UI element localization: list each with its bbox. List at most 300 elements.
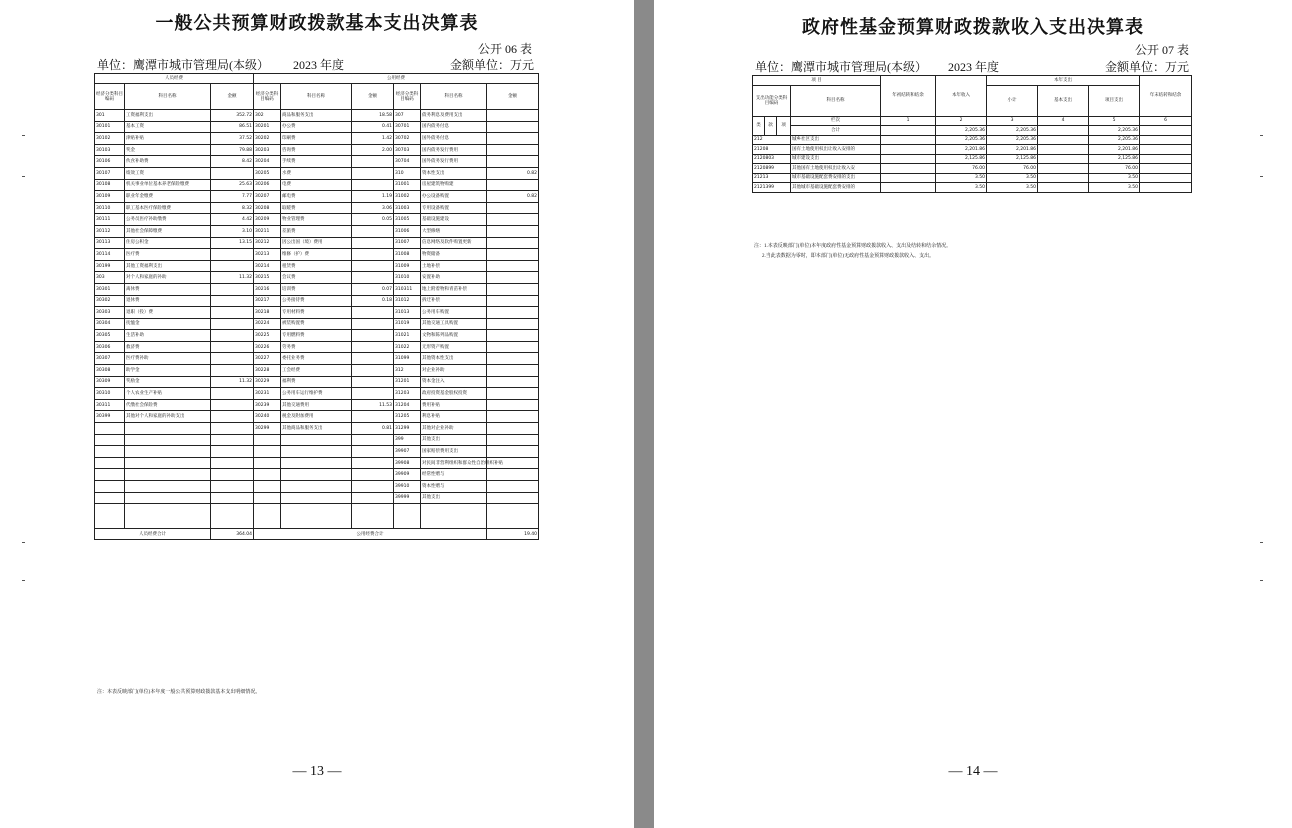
header-lei: 类 (753, 116, 765, 135)
header-begin-balance: 年初结转和结余 (881, 76, 936, 117)
table-cell (352, 179, 394, 191)
table-row (95, 202, 539, 214)
table-cell (1038, 164, 1089, 174)
margin-mark (1260, 580, 1263, 581)
table-cell: 31205 (394, 411, 421, 423)
table-cell: 物资储备 (421, 249, 487, 261)
header-xiang: 项 (777, 116, 791, 135)
table-cell (487, 492, 539, 504)
table-cell (211, 399, 254, 411)
table-row (95, 295, 539, 307)
table-cell (881, 183, 936, 193)
table-cell: 0.82 (487, 191, 539, 203)
table-cell: 基本工资 (125, 121, 211, 133)
margin-mark (1260, 176, 1263, 177)
table-cell: 生活补助 (125, 330, 211, 342)
table-cell (487, 376, 539, 388)
table-cell: 312 (394, 365, 421, 377)
table-cell: 30309 (95, 376, 125, 388)
header-class-code: 支出功能分类科目编码 (753, 85, 791, 116)
table-cell: 地上附着物和青苗补偿 (421, 283, 487, 295)
table-cell (881, 173, 936, 183)
table-row (95, 376, 539, 388)
table-cell: 土地补偿 (421, 260, 487, 272)
table-cell: 3.50 (936, 173, 987, 183)
table-cell: 对个人和家庭的补助 (125, 272, 211, 284)
table-cell: 大型修缮 (421, 225, 487, 237)
table-cell (281, 434, 352, 446)
table-cell: 其他资本性支出 (421, 353, 487, 365)
table-code: 公开 07 表 (1134, 43, 1189, 57)
table-cell (881, 135, 936, 145)
table-cell: 2,201.86 (936, 145, 987, 155)
table-cell (125, 457, 211, 469)
table-cell: 31022 (394, 341, 421, 353)
table-cell: 30213 (254, 249, 281, 261)
table-cell: 公务接待费 (281, 295, 352, 307)
header-col-num: 6 (1140, 116, 1192, 126)
table-cell: 0.82 (487, 167, 539, 179)
table-cell (95, 504, 125, 529)
table-cell (254, 434, 281, 446)
table-row (95, 225, 539, 237)
table-cell: 安置补助 (421, 272, 487, 284)
table-cell: 委托业务费 (281, 353, 352, 365)
table-cell (211, 457, 254, 469)
table-cell (487, 388, 539, 400)
table-row (95, 399, 539, 411)
table-cell (211, 434, 254, 446)
table-row (95, 283, 539, 295)
table-cell: 30204 (254, 156, 281, 168)
table-cell: 资本性支出 (421, 167, 487, 179)
table-cell (211, 388, 254, 400)
table-cell (487, 144, 539, 156)
table-cell (881, 164, 936, 174)
table-cell: 助学金 (125, 365, 211, 377)
table-row (95, 434, 539, 446)
table-cell (1038, 183, 1089, 193)
table-cell: 30216 (254, 283, 281, 295)
table-cell (487, 295, 539, 307)
table-cell: 抚恤金 (125, 318, 211, 330)
total-cell (881, 126, 936, 136)
table-cell (211, 423, 254, 435)
table-cell (881, 154, 936, 164)
header-subtotal: 小计 (987, 85, 1038, 116)
table-cell: 国内债务付息 (421, 121, 487, 133)
table-cell: 房屋建筑物购建 (421, 179, 487, 191)
table-cell (352, 411, 394, 423)
table-cell: 基础设施建设 (421, 214, 487, 226)
table-cell: 咨询费 (281, 144, 352, 156)
table-cell (95, 434, 125, 446)
table-cell (254, 504, 281, 529)
table-cell: 30207 (254, 191, 281, 203)
unit-label: 单位：鹰潭市城市管理局(本级） (97, 58, 269, 72)
table-cell (1140, 183, 1192, 193)
table-cell (352, 156, 394, 168)
table-row (95, 353, 539, 365)
table-cell (281, 492, 352, 504)
table-cell: 30113 (95, 237, 125, 249)
table-cell (352, 237, 394, 249)
table-cell (125, 434, 211, 446)
table-cell: 救济费 (125, 341, 211, 353)
fund-budget-table (752, 75, 1192, 193)
table-cell: 11.32 (211, 376, 254, 388)
table-cell: 31099 (394, 353, 421, 365)
table-cell (487, 353, 539, 365)
table-cell (487, 283, 539, 295)
table-cell (281, 469, 352, 481)
table-cell: 301 (95, 110, 125, 122)
header-item: 项 目 (753, 76, 881, 86)
table-cell: 31204 (394, 399, 421, 411)
table-cell (487, 423, 539, 435)
table-row (95, 365, 539, 377)
table-cell: 2121399 (753, 183, 791, 193)
table-cell: 30202 (254, 133, 281, 145)
table-cell: 31012 (394, 295, 421, 307)
table-cell (352, 167, 394, 179)
table-cell: 医疗费 (125, 249, 211, 261)
table-cell: 76.00 (936, 164, 987, 174)
table-cell: 退休费 (125, 295, 211, 307)
table-cell (95, 446, 125, 458)
table-cell: 办公费 (281, 121, 352, 133)
table-cell: 取暖费 (281, 202, 352, 214)
table-cell: 离休费 (125, 283, 211, 295)
table-cell: 30203 (254, 144, 281, 156)
year-label: 2023 年度 (293, 58, 345, 72)
table-cell: 30103 (95, 144, 125, 156)
table-cell: 租赁费 (281, 260, 352, 272)
table-cell: 30217 (254, 295, 281, 307)
table-note-2: 2.当此表数据为零时，即本部门(单位)无政府性基金预算财政拨款收入、支出。 (762, 254, 935, 259)
table-cell: 0.81 (352, 423, 394, 435)
table-cell: 30240 (254, 411, 281, 423)
table-row (95, 214, 539, 226)
table-row (95, 272, 539, 284)
table-cell: 专用燃料费 (281, 330, 352, 342)
table-cell: 劳务费 (281, 341, 352, 353)
table-note-1: 注：1.本表反映部门(单位)本年度政府性基金预算财政拨款收入、支出及结转和结余情况。 (754, 244, 952, 249)
table-cell (487, 121, 539, 133)
table-cell: 31009 (394, 260, 421, 272)
total-personnel-label: 人员经费合计 (95, 529, 211, 540)
table-cell: 76.00 (1089, 164, 1140, 174)
table-cell: 机关事业单位基本养老保险缴费 (125, 179, 211, 191)
table-cell: 31021 (394, 330, 421, 342)
table-cell: 公务员医疗补助缴费 (125, 214, 211, 226)
table-cell: 城乡社区支出 (791, 135, 881, 145)
table-cell: 25.63 (211, 179, 254, 191)
table-cell: 30307 (95, 353, 125, 365)
table-cell (487, 446, 539, 458)
table-cell: 3.10 (211, 225, 254, 237)
table-cell (352, 492, 394, 504)
table-cell (487, 156, 539, 168)
table-cell: 其他交通工具购置 (421, 318, 487, 330)
table-cell: 其他国有土地使用权出让收入安 (791, 164, 881, 174)
table-row (95, 504, 539, 529)
table-cell (487, 179, 539, 191)
table-cell: 30226 (254, 341, 281, 353)
table-cell: 2,205.36 (1089, 135, 1140, 145)
table-cell: 31299 (394, 423, 421, 435)
table-cell: 79.88 (211, 144, 254, 156)
table-cell: 30114 (95, 249, 125, 261)
table-cell (125, 504, 211, 529)
table-cell (1140, 164, 1192, 174)
header-col-num: 3 (987, 116, 1038, 126)
basic-expenditure-table (94, 73, 539, 540)
table-row (95, 144, 539, 156)
table-row (95, 341, 539, 353)
amount-unit-label: 金额单位：万元 (449, 58, 534, 72)
total-public-label: 公用经费合计 (254, 529, 487, 540)
table-cell: 30303 (95, 307, 125, 319)
table-cell: 债务利息及费用支出 (421, 110, 487, 122)
table-cell (211, 446, 254, 458)
table-cell: 30111 (95, 214, 125, 226)
col-header: 经济分类科目编码 (254, 84, 281, 110)
table-cell: 310 (394, 167, 421, 179)
table-cell (125, 446, 211, 458)
header-name: 科目名称 (791, 85, 881, 116)
table-cell (211, 249, 254, 261)
table-cell: 津贴补贴 (125, 133, 211, 145)
table-cell (352, 249, 394, 261)
table-cell: 手续费 (281, 156, 352, 168)
table-cell: 其他工资福利支出 (125, 260, 211, 272)
table-cell: 30215 (254, 272, 281, 284)
table-row (95, 156, 539, 168)
table-cell: 11.53 (352, 399, 394, 411)
table-cell: 31010 (394, 272, 421, 284)
table-cell (254, 457, 281, 469)
header-col-label: 栏次 (791, 116, 881, 126)
col-header: 金额 (487, 84, 539, 110)
table-cell: 39908 (394, 457, 421, 469)
table-cell: 职业年金缴费 (125, 191, 211, 203)
table-cell: 30305 (95, 330, 125, 342)
table-cell: 21213 (753, 173, 791, 183)
table-cell: 30208 (254, 202, 281, 214)
table-row (95, 237, 539, 249)
table-cell (881, 145, 936, 155)
unit-label: 单位：鹰潭市城市管理局(本级） (755, 60, 927, 74)
table-cell: 30211 (254, 225, 281, 237)
table-cell: 212 (753, 135, 791, 145)
table-cell: 邮电费 (281, 191, 352, 203)
table-cell: 30108 (95, 179, 125, 191)
table-cell: 差旅费 (281, 225, 352, 237)
table-cell: 资本金注入 (421, 376, 487, 388)
table-cell: 代缴社会保险费 (125, 399, 211, 411)
table-cell: 86.51 (211, 121, 254, 133)
table-cell: 30212 (254, 237, 281, 249)
table-cell (352, 388, 394, 400)
table-cell: 2120899 (753, 164, 791, 174)
table-cell: 31203 (394, 388, 421, 400)
table-cell: 被装购置费 (281, 318, 352, 330)
table-cell: 30218 (254, 307, 281, 319)
header-col-num: 5 (1089, 116, 1140, 126)
table-cell (211, 260, 254, 272)
table-cell: 3.50 (987, 183, 1038, 193)
header-basic: 基本支出 (1038, 85, 1089, 116)
table-cell (421, 504, 487, 529)
table-row (753, 145, 1192, 155)
table-row (95, 249, 539, 261)
table-row (95, 330, 539, 342)
table-cell (281, 446, 352, 458)
table-cell: 2,205.36 (987, 135, 1038, 145)
table-cell (487, 237, 539, 249)
table-cell: 30301 (95, 283, 125, 295)
table-cell: 31005 (394, 214, 421, 226)
header-col-num: 1 (881, 116, 936, 126)
table-cell: 39910 (394, 481, 421, 493)
total-cell (1140, 126, 1192, 136)
table-cell: 30229 (254, 376, 281, 388)
amount-unit-label: 金额单位：万元 (1104, 60, 1189, 74)
table-cell (1038, 154, 1089, 164)
header-col-num: 2 (936, 116, 987, 126)
table-cell (211, 481, 254, 493)
page-number: — 13 — (292, 764, 342, 779)
table-cell (487, 307, 539, 319)
table-cell: 31006 (394, 225, 421, 237)
table-row (95, 121, 539, 133)
table-cell (281, 504, 352, 529)
table-cell: 30701 (394, 121, 421, 133)
col-header: 科目名称 (421, 84, 487, 110)
table-cell: 30214 (254, 260, 281, 272)
table-cell (487, 249, 539, 261)
table-cell (487, 411, 539, 423)
table-cell: 8.42 (211, 156, 254, 168)
table-cell (254, 469, 281, 481)
table-cell (352, 307, 394, 319)
table-cell: 0.41 (352, 121, 394, 133)
table-cell: 印刷费 (281, 133, 352, 145)
table-cell: 30306 (95, 341, 125, 353)
table-cell: 资本性赠与 (421, 481, 487, 493)
table-cell: 4.42 (211, 214, 254, 226)
table-cell: 政府投资基金股权投资 (421, 388, 487, 400)
table-cell: 30239 (254, 399, 281, 411)
table-cell: 文物和陈列品购置 (421, 330, 487, 342)
table-cell: 经常性赠与 (421, 469, 487, 481)
table-cell (352, 330, 394, 342)
table-cell (352, 469, 394, 481)
table-cell (487, 434, 539, 446)
document-page-13 (0, 0, 634, 828)
col-header: 科目名称 (125, 84, 211, 110)
table-row (95, 110, 539, 122)
table-cell: 商品和服务支出 (281, 110, 352, 122)
group-header-personnel: 人员经费 (95, 74, 254, 84)
table-cell (125, 469, 211, 481)
table-cell: 其他城市基础设施配套费安排的 (791, 183, 881, 193)
table-cell: 30231 (254, 388, 281, 400)
table-row (95, 191, 539, 203)
table-row (753, 164, 1192, 174)
table-cell: 30304 (95, 318, 125, 330)
table-row (753, 135, 1192, 145)
table-cell: 30106 (95, 156, 125, 168)
table-row (95, 481, 539, 493)
table-cell: 无形资产购置 (421, 341, 487, 353)
table-cell: 30703 (394, 144, 421, 156)
table-row (95, 179, 539, 191)
table-row (95, 307, 539, 319)
table-cell: 2,201.86 (987, 145, 1038, 155)
total-cell: 2,205.36 (1089, 126, 1140, 136)
table-cell (1038, 173, 1089, 183)
table-cell (487, 202, 539, 214)
col-header: 经济分类科目编码 (95, 84, 125, 110)
table-cell: 职工基本医疗保险缴费 (125, 202, 211, 214)
header-col-num: 4 (1038, 116, 1089, 126)
table-cell: 0.18 (352, 295, 394, 307)
table-cell: 39909 (394, 469, 421, 481)
table-cell (211, 411, 254, 423)
table-cell (487, 260, 539, 272)
table-cell (254, 492, 281, 504)
table-cell: 30308 (95, 365, 125, 377)
margin-mark (22, 176, 25, 177)
table-cell (281, 481, 352, 493)
table-cell: 专用材料费 (281, 307, 352, 319)
header-project: 项目支出 (1089, 85, 1140, 116)
table-cell (1140, 154, 1192, 164)
table-cell (487, 469, 539, 481)
table-cell (211, 307, 254, 319)
table-cell: 3.50 (987, 173, 1038, 183)
table-cell: 30109 (95, 191, 125, 203)
table-cell: 21208 (753, 145, 791, 155)
table-cell (487, 341, 539, 353)
table-cell: 30206 (254, 179, 281, 191)
col-header: 经济分类科目编码 (394, 84, 421, 110)
table-cell: 住房公积金 (125, 237, 211, 249)
table-cell: 公务用车运行维护费 (281, 388, 352, 400)
table-cell (394, 504, 421, 529)
table-cell (1038, 135, 1089, 145)
table-cell: 30702 (394, 133, 421, 145)
table-cell: 国家赔偿费用支出 (421, 446, 487, 458)
table-cell: 7.77 (211, 191, 254, 203)
table-cell: 30201 (254, 121, 281, 133)
table-cell: 2,125.86 (987, 154, 1038, 164)
table-cell: 0.07 (352, 283, 394, 295)
table-cell: 30110 (95, 202, 125, 214)
margin-mark (1260, 135, 1263, 136)
table-cell: 31008 (394, 249, 421, 261)
table-cell (352, 504, 394, 529)
table-cell (211, 318, 254, 330)
table-cell: 2120803 (753, 154, 791, 164)
table-cell: 30209 (254, 214, 281, 226)
table-row (95, 318, 539, 330)
table-cell: 电费 (281, 179, 352, 191)
page-title: 一般公共预算财政拨款基本支出决算表 (155, 13, 479, 34)
table-cell: 其他社会保障缴费 (125, 225, 211, 237)
